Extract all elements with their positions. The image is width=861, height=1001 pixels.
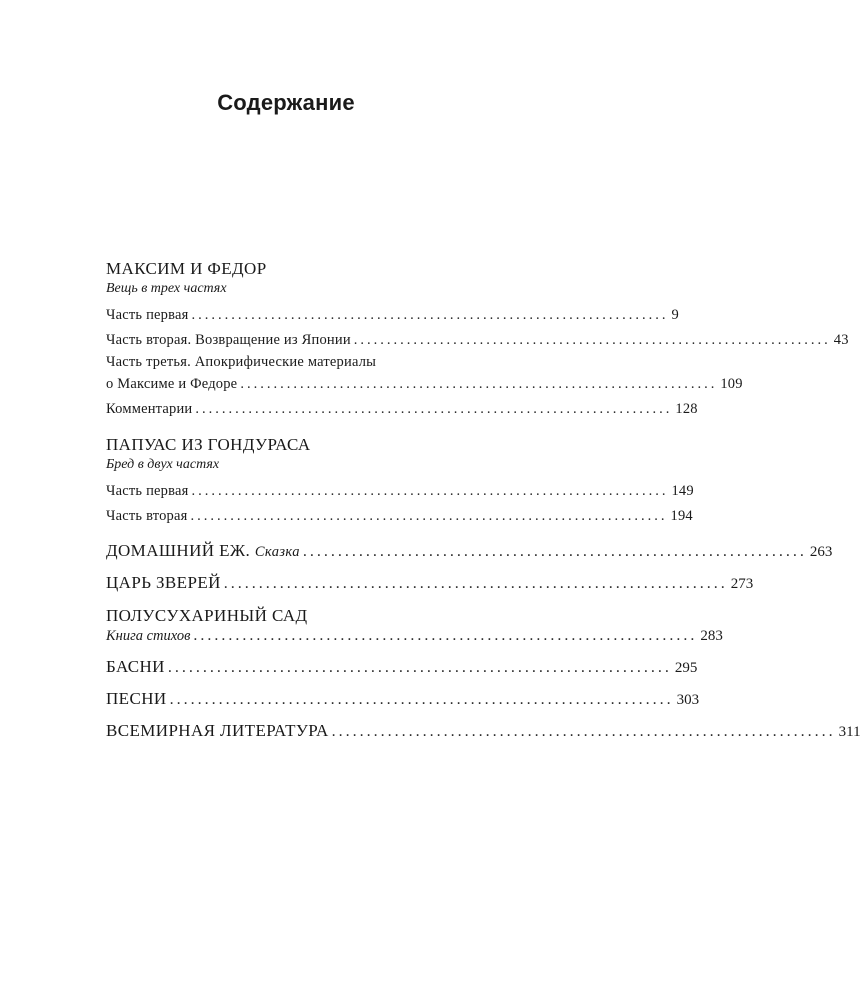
section-tsar-zverey[interactable]: [106, 573, 754, 593]
section-title: ВСЕМИРНАЯ ЛИТЕРАТУРА: [106, 721, 329, 740]
section-domashniy-ezh[interactable]: [106, 541, 833, 561]
contents-heading: Содержание: [217, 90, 355, 115]
entry-title: Часть первая: [106, 307, 189, 323]
toc-entry[interactable]: [106, 353, 743, 397]
dot-leader: ........................................................................: [191, 307, 669, 323]
dot-leader: ........................................................................: [190, 508, 668, 524]
dot-leader: ........................................................................: [223, 575, 728, 592]
page-number: 295: [674, 660, 698, 676]
section-title: ЦАРЬ ЗВЕРЕЙ: [106, 573, 221, 592]
toc-entry[interactable]: [106, 479, 694, 504]
page-number: 311: [838, 724, 861, 740]
section-title: БАСНИ: [106, 657, 165, 676]
section-title: ПОЛУСУХАРИНЫЙ САД: [106, 606, 308, 625]
section-subtitle: Бред в двух частях: [106, 457, 220, 472]
section-papuas: [106, 434, 694, 529]
section-title: ПАПУАС ИЗ ГОНДУРАСА: [106, 435, 311, 454]
page-number: 303: [676, 692, 700, 708]
page-number: 194: [670, 508, 693, 524]
entry-title: Часть вторая: [106, 508, 188, 524]
entry-title: Часть первая: [106, 483, 189, 499]
toc-entry[interactable]: [106, 303, 679, 328]
entry-title-line-1: Часть третья. Апокрифические материалы: [106, 354, 377, 370]
dot-leader: ........................................................................: [353, 332, 831, 348]
table-of-contents: [106, 258, 861, 753]
entry-title: Часть вторая. Возвращение из Японии: [106, 332, 351, 348]
section-subtitle: Сказка: [254, 544, 300, 560]
section-title: МАКСИМ И ФЕДОР: [106, 259, 267, 278]
section-subtitle: Книга стихов: [106, 628, 191, 644]
dot-leader: ........................................................................: [302, 543, 807, 560]
dot-leader: ........................................................................: [191, 483, 669, 499]
page-number: 263: [809, 544, 833, 560]
section-vsemirnaya-literatura[interactable]: [106, 721, 861, 741]
section-title: ПЕСНИ: [106, 689, 167, 708]
dot-leader: ........................................................................: [195, 401, 673, 417]
section-polusukhariny-sad[interactable]: [106, 605, 723, 645]
page-number: 283: [700, 628, 723, 644]
dot-leader: ........................................................................: [240, 376, 718, 392]
page-number: 43: [833, 332, 849, 348]
page-number: 128: [675, 401, 698, 417]
toc-entry[interactable]: [106, 504, 693, 529]
entry-title-line-2: о Максиме и Федоре: [106, 376, 238, 392]
section-maxim-i-fedor: [106, 258, 849, 422]
section-title: ДОМАШНИЙ ЕЖ. Сказка: [106, 541, 300, 560]
page-number: 109: [720, 376, 743, 392]
dot-leader: ........................................................................: [169, 691, 674, 708]
page-number: 149: [671, 483, 694, 499]
toc-entry[interactable]: [106, 328, 849, 353]
section-basni[interactable]: [106, 657, 698, 677]
dot-leader: ........................................................................: [331, 723, 836, 740]
section-subtitle: Вещь в трех частях: [106, 281, 227, 296]
dot-leader: ........................................................................: [193, 627, 698, 644]
page-number: 273: [730, 576, 754, 592]
entry-title: Комментарии: [106, 401, 193, 417]
dot-leader: ........................................................................: [167, 659, 672, 676]
section-pesni[interactable]: [106, 689, 700, 709]
page-number: 9: [671, 307, 679, 323]
toc-entry[interactable]: [106, 397, 698, 422]
